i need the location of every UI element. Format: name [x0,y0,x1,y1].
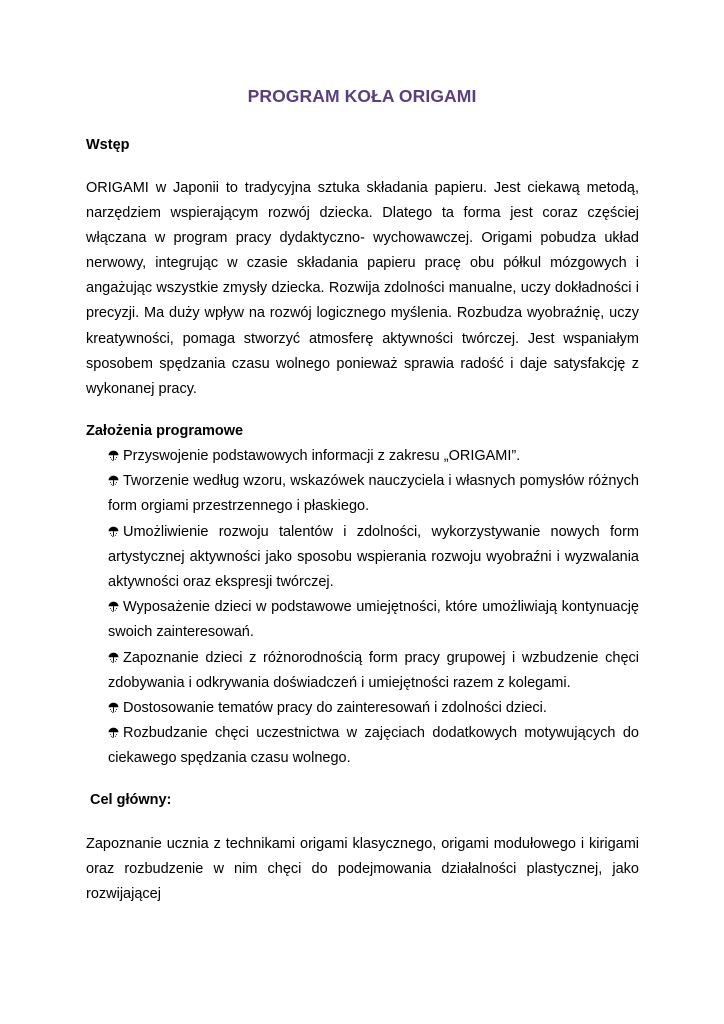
assumption-item [108,595,639,645]
assumption-text: Dostosowanie tematów pracy do zainteresowań i zdolności dzieci. [123,700,547,717]
umbrella-icon [108,601,119,612]
umbrella-icon [108,450,119,461]
assumption-text: Przyswojenie podstawowych informacji z zakresu „ORIGAMI”. [123,448,521,464]
assumption-text: Wyposażenie dzieci w podstawowe umiejętności, które umożliwiają kontynuację swoich zainteresowań. [108,599,639,641]
intro-heading: Wstęp [86,137,130,153]
intro-paragraph: ORIGAMI w Japonii to tradycyjna sztuka składania papieru. Jest ciekawą metodą, narzędziem wspierającym rozwój dziecka. Dlatego ta forma jest coraz częściej włączana w program pracy dydaktyczno- wychowawczej. Origami pobudza układ nerwowy, integrując w czasie składania papieru pracę obu półkul mózgowych i angażując wszystkie zmysły dziecka. Rozwija zdolności manualne, uczy dokładności i precyzji. Ma duży wpływ na rozwój logicznego myślenia. Rozbudza wyobraźnię, uczy kreatywności, pomaga stworzyć atmosferę aktywności twórczej. Jest wspaniałym sposobem spędzania czasu wolnego ponieważ sprawia radość i daje satysfakcję z wykonanej pracy. [86,180,639,397]
umbrella-icon [108,526,119,537]
umbrella-icon [108,702,119,713]
assumption-item [108,721,639,771]
assumptions-heading: Założenia programowe [86,423,244,439]
main-goal-heading: Cel główny: [90,792,172,808]
assumption-item [108,520,639,596]
assumption-item [108,646,639,696]
umbrella-icon [108,475,119,486]
assumption-item [108,696,639,721]
assumption-item [108,444,639,469]
assumption-text: Rozbudzanie chęci uczestnictwa w zajęciach dodatkowych motywujących do ciekawego spędzania czasu wolnego. [108,725,639,767]
assumption-text: Umożliwienie rozwoju talentów i zdolności, wykorzystywanie nowych form artystycznej aktywności jako sposobu wspierania rozwoju wyobraźni i wyzwalania aktywności oraz ekspresji twórczej. [108,523,639,591]
assumption-text: Tworzenie według wzoru, wskazówek nauczyciela i własnych pomysłów różnych form orgiami przestrzennego i płaskiego. [108,473,639,515]
umbrella-icon [108,727,119,738]
assumptions-list [108,444,639,772]
main-goal-paragraph: Zapoznanie ucznia z technikami origami klasycznego, origami modułowego i kirigami oraz rozbudzenie w nim chęci do podejmowania działalności plastycznej, jako rozwijającej [86,836,639,903]
umbrella-icon [108,652,119,663]
assumption-item [108,469,639,519]
page-title: PROGRAM KOŁA ORIGAMI [247,86,477,106]
assumption-text: Zapoznanie dzieci z różnorodnością form pracy grupowej i wzbudzenie chęci zdobywania i odkrywania doświadczeń i umiejętności razem z kolegami. [108,649,639,691]
